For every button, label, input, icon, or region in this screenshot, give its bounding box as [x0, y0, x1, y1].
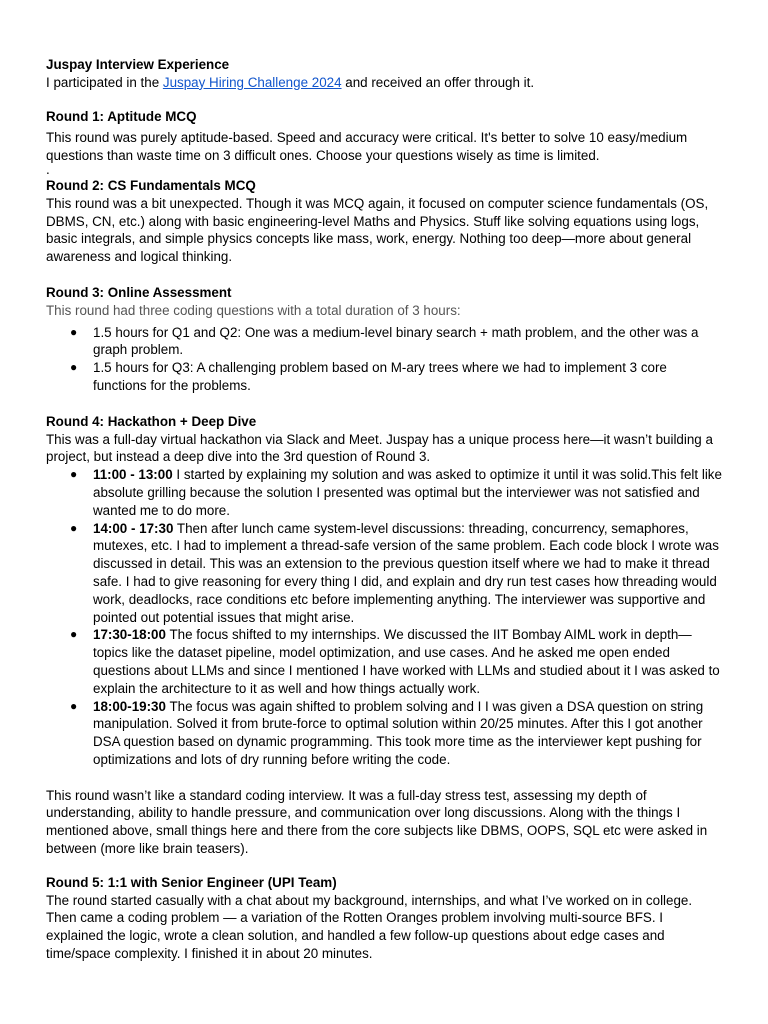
intro-text-after: and received an offer through it. — [341, 74, 535, 90]
round4-bullet-2: Then after lunch came system-level discussions: threading, concurrency, semaphores, mutexes, etc. I had to implement a thread-safe version of the same problem. Each code block I wrote was discussed in detail. This was an extension to the previous question itself where we had to make it thread safe. I had to give reasoning for every thing I did, and explain and dry run test cases how threading would work, deadlocks, race conditions etc before implementing anything. The interviewer was supportive and pointed out potential issues that might arise. — [93, 520, 719, 625]
intro-paragraph — [46, 74, 722, 92]
round1-dot: . — [46, 161, 50, 177]
round4-heading: Round 4: Hackathon + Deep Dive — [46, 413, 257, 429]
round3-text: This round had three coding questions with a total duration of 3 hours: — [46, 302, 461, 318]
bullet-icon: ● — [70, 698, 78, 713]
round2-text: This round was a bit unexpected. Though it was MCQ again, it focused on computer science fundamentals (OS, DBMS, CN, etc.) along with basic engineering-level Maths and Physics. Stuff like solving equations using logs, basic integrals, and simple physics concepts like mass, work, energy. Nothing too deep—more about general awareness and logical thinking. — [46, 195, 709, 265]
round4-summary: This round wasn’t like a standard coding interview. It was a full-day stress test, assessing my depth of understanding, ability to handle pressure, and communication over long discussions. Along with the things I mentioned above, small things here and there from the core subjects like DBMS, OOPS, SQL etc were asked in between (more like brain teasers). — [46, 787, 708, 857]
hiring-challenge-link[interactable]: Juspay Hiring Challenge 2024 — [162, 74, 342, 90]
round4-time-1: 11:00 - 13:00 — [93, 467, 173, 483]
round5-text: The round started casually with a chat about my background, internships, and what I’ve worked on in college. Then came a coding problem — a variation of the Rotten Oranges problem involving multi-source BFS. I explained the logic, wrote a clean solution, and handled a few follow-up questions about edge cases and time/space complexity. I finished it in about 20 minutes. — [46, 892, 693, 962]
round1-text: This round was purely aptitude-based. Speed and accuracy were critical. It's better to solve 10 easy/medium questions than waste time on 3 difficult ones. Choose your questions wisely as time is limited. — [46, 130, 688, 164]
round4-time-3: 17:30-18:00 — [93, 627, 166, 643]
bullet-icon: ● — [70, 467, 78, 482]
round4-time-4: 18:00-19:30 — [93, 698, 166, 714]
document-title: Juspay Interview Experience — [46, 57, 230, 72]
round4-time-2: 14:00 - 17:30 — [93, 520, 174, 536]
list-item — [46, 626, 722, 697]
list-item — [46, 466, 722, 519]
list-item — [46, 698, 722, 769]
round3-heading: Round 3: Online Assessment — [46, 284, 232, 300]
round1-heading: Round 1: Aptitude MCQ — [46, 108, 197, 124]
round3-bullet-1: 1.5 hours for Q1 and Q2: One was a medium-level binary search + math problem, and the other was a graph problem. — [93, 324, 699, 358]
round4-bullet-4: The focus was again shifted to problem solving and I I was given a DSA question on string manipulation. Solved it from brute-force to optimal solution within 20/25 minutes. After this I got another DSA question based on dynamic programming. This took more time as the interviewer kept pushing for optimizations and lots of dry running before writing the code. — [93, 698, 704, 767]
round4-bullet-3: The focus shifted to my internships. We discussed the IIT Bombay AIML work in depth—topics like the dataset pipeline, model optimization, and use cases. And he asked me open ended questions about LLMs and since I mentioned I have worked with LLMs and studied about it I was asked to explain the architecture to it as well and how things actually work. — [93, 627, 720, 696]
list-item — [46, 359, 722, 395]
bullet-icon: ● — [70, 324, 78, 339]
list-item — [46, 324, 722, 360]
round4-bullet-1: I started by explaining my solution and was asked to optimize it until it was solid.This felt like absolute grilling because the solution I presented was optimal but the interviewer was not satisfied and wanted me to do more. — [93, 467, 722, 518]
round2-heading: Round 2: CS Fundamentals MCQ — [46, 177, 256, 193]
round3-list — [46, 324, 722, 395]
round3-bullet-2: 1.5 hours for Q3: A challenging problem based on M-ary trees where we had to implement 3 core functions for the problems. — [93, 360, 667, 393]
round4-list — [46, 466, 722, 769]
intro-text-before: I participated in the — [46, 74, 163, 90]
list-item — [46, 520, 722, 627]
bullet-icon: ● — [70, 520, 78, 535]
bullet-icon: ● — [70, 360, 78, 375]
round4-text: This was a full-day virtual hackathon via Slack and Meet. Juspay has a unique process here—it wasn’t building a project, but instead a deep dive into the 3rd question of Round 3. — [46, 431, 713, 465]
round5-heading: Round 5: 1:1 with Senior Engineer (UPI Team) — [46, 874, 337, 890]
bullet-icon: ● — [70, 627, 78, 642]
